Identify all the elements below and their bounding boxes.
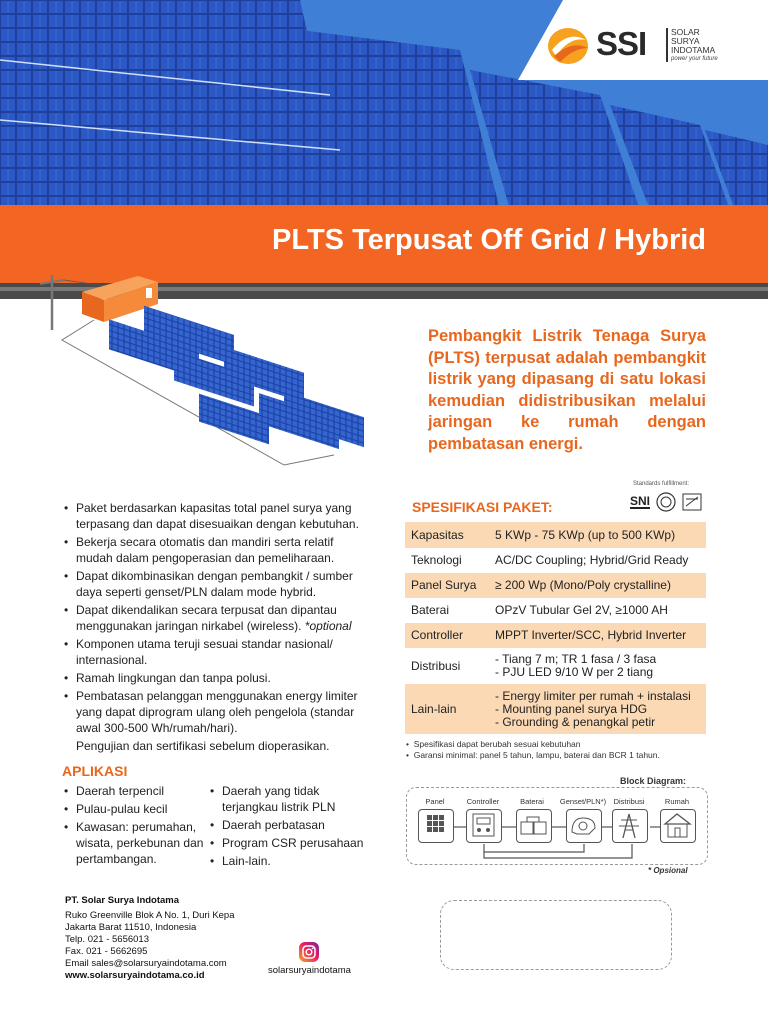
standards-marks	[630, 492, 702, 512]
spec-row	[405, 598, 706, 623]
bd-label-house: Rumah	[664, 797, 690, 806]
brand-tagline: power your future	[671, 56, 718, 62]
spec-value: 5 KWp - 75 KWp (up to 500 KWp)	[489, 522, 706, 548]
application-item: • Lain-lain.	[208, 853, 378, 869]
company-name: PT. Solar Surya Indotama	[65, 895, 180, 906]
optional-marker: *optional	[304, 619, 352, 633]
spec-table	[405, 522, 706, 734]
spec-value-line: - Tiang 7 m; TR 1 fasa / 3 fasa	[495, 652, 657, 666]
spec-note: • Spesifikasi dapat berubah sesuai kebutuhan	[406, 739, 581, 749]
spec-note-text: Spesifikasi dapat berubah sesuai kebutuhan	[413, 739, 581, 749]
brand-name-line-2: SURYA	[671, 36, 700, 46]
spec-value: AC/DC Coupling; Hybrid/Grid Ready	[495, 553, 689, 567]
bd-label-distribution: Distribusi	[613, 797, 645, 806]
website-link[interactable]: www.solarsuryaindotama.co.id	[65, 970, 205, 981]
contact-block	[65, 895, 235, 982]
feature-item	[62, 602, 368, 634]
brand-name-line-3: INDOTAMA	[671, 45, 716, 55]
spec-key: Panel Surya	[405, 573, 489, 598]
intro-paragraph: Pembangkit Listrik Tenaga Surya (PLTS) terpusat adalah pembangkit listrik yang dipasang di satu lokasi kemudian didistribusikan melalui jaringan ke rumah dengan pembatasan energi.	[428, 327, 706, 453]
spec-row	[405, 573, 706, 598]
bd-label-battery: Baterai	[520, 797, 544, 806]
spec-value	[489, 684, 706, 734]
spec-value-line: - Energy limiter per rumah + instalasi	[495, 688, 691, 703]
bd-label-panel: Panel	[425, 797, 445, 806]
feature-item: • Komponen utama teruji sesuai standar nasional/ internasional.	[62, 636, 368, 668]
fax: Fax. 021 - 5662695	[65, 946, 148, 957]
spec-key: Distribusi	[411, 658, 461, 673]
brand-name	[671, 28, 715, 55]
address-line-2: Jakarta Barat 11510, Indonesia	[65, 922, 197, 933]
telephone: Telp. 021 - 5656013	[65, 934, 149, 945]
feature-item: • Ramah lingkungan dan tanpa polusi.	[62, 670, 368, 686]
house-icon	[660, 809, 696, 843]
spec-row	[405, 522, 706, 548]
spec-row	[405, 548, 706, 573]
applications-list-1	[62, 783, 212, 869]
block-diagram-title: Block Diagram:	[620, 776, 687, 786]
features-list	[62, 500, 368, 756]
brand-name-line-1: SOLAR	[671, 27, 700, 37]
spec-key: Lain-lain	[405, 684, 489, 734]
feature-item: • Bekerja secara otomatis dan mandiri serta relatif mudah dalam pengoperasian dan pemeliharaan.	[62, 534, 368, 566]
application-item: • Pulau-pulau kecil	[62, 801, 212, 817]
spec-row	[405, 648, 706, 684]
standard-mark-icon	[682, 493, 702, 511]
certification-seal-icon	[656, 492, 676, 512]
plts-illustration	[34, 270, 404, 484]
feature-extra: Pengujian dan sertifikasi sebelum dioperasikan.	[76, 739, 330, 753]
spec-key: Kapasitas	[405, 522, 489, 548]
application-item: • Daerah yang tidak terjangkau listrik PLN	[208, 783, 378, 815]
feature-text: Dapat dikendalikan secara terpusat dan dipantau menggunakan jaringan nirkabel (wireless).	[76, 603, 337, 633]
email: Email sales@solarsuryaindotama.com	[65, 958, 227, 969]
spec-key: Controller	[405, 623, 489, 648]
controller-icon	[466, 809, 502, 843]
spec-value: MPPT Inverter/SCC, Hybrid Inverter	[489, 623, 706, 648]
spec-value: ≥ 200 Wp (Mono/Poly crystalline)	[489, 573, 706, 598]
bd-label-genset: Genset/PLN*)	[559, 797, 607, 806]
spec-row	[405, 623, 706, 648]
applications-heading: APLIKASI	[62, 763, 128, 779]
application-item: • Program CSR perusahaan	[208, 835, 378, 851]
spec-note: • Garansi minimal: panel 5 tahun, lampu, baterai dan BCR 1 tahun.	[406, 750, 660, 760]
transmission-tower-icon	[612, 809, 648, 843]
application-item: • Kawasan: perumahan, wisata, perkebunan dan pertambangan.	[62, 819, 212, 867]
spec-heading: SPESIFIKASI PAKET:	[412, 499, 553, 515]
battery-icon	[516, 809, 552, 843]
brand-abbr: SSI	[596, 25, 647, 62]
instagram-icon[interactable]	[299, 942, 319, 962]
spec-note-text: Garansi minimal: panel 5 tahun, lampu, baterai dan BCR 1 tahun.	[413, 750, 660, 760]
standards-label: Standards fulfillment:	[633, 481, 690, 487]
block-diagram-note: * Opsional	[648, 866, 688, 875]
applications-list-2	[208, 783, 378, 871]
spec-key: Baterai	[411, 603, 450, 617]
genset-icon	[566, 809, 602, 843]
logo-divider	[666, 28, 668, 62]
spec-key: Teknologi	[411, 553, 462, 567]
spec-value: OPzV Tubular Gel 2V, ≥1000 AH	[495, 603, 668, 617]
sni-mark-icon: SNI	[630, 494, 651, 508]
spec-value-line: - Mounting panel surya HDG	[495, 701, 648, 716]
address-line-1: Ruko Greenville Blok A No. 1, Duri Kepa	[65, 910, 235, 921]
feature-item: • Dapat dikombinasikan dengan pembangkit / sumber daya seperti genset/PLN dalam mode hybrid.	[62, 568, 368, 600]
spec-notes	[406, 739, 716, 761]
bd-label-controller: Controller	[466, 797, 500, 806]
ssi-logo	[546, 26, 592, 70]
feature-item: • Paket berdasarkan kapasitas total panel surya yang terpasang dan dapat disesuaikan dengan kebutuhan.	[62, 500, 368, 532]
feature-item: • Pembatasan pelanggan menggunakan energy limiter yang dapat diprogram ulang oleh pengelola (standar awal 300-500 Wh/rumah/hari).	[62, 688, 368, 736]
spec-row	[405, 684, 706, 734]
application-item: • Daerah terpencil	[62, 783, 212, 799]
spec-value	[489, 648, 706, 684]
page-title: PLTS Terpusat Off Grid / Hybrid	[272, 224, 706, 256]
spec-value-line: - Grounding & penangkal petir	[495, 714, 656, 729]
spec-value-line: - PJU LED 9/10 W per 2 tiang	[495, 665, 654, 679]
application-item: • Daerah perbatasan	[208, 817, 378, 833]
instagram-handle[interactable]: solarsuryaindotama	[268, 965, 351, 976]
dealer-stamp-box	[440, 900, 672, 970]
solar-panel-icon	[418, 809, 454, 843]
